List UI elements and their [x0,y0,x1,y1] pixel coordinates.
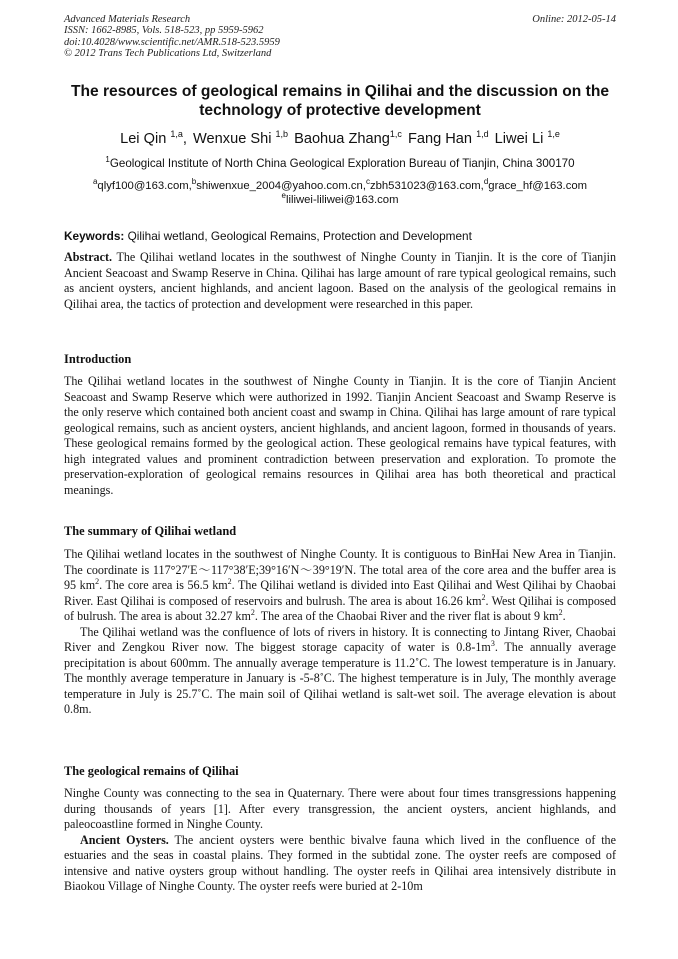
section-heading-introduction: Introduction [64,352,132,366]
author-emails [64,177,616,207]
remains-paragraph-1: Ninghe County was connecting to the sea in Quaternary. There were about four times transgressions happening during thousands of years [1]. After every transgression, the ancient oysters, ancient highlands, and paleocoastline formed in Ninghe County. [64,786,616,832]
introduction-body [64,374,616,498]
author-separator: , [182,131,187,147]
superscript: 2 [227,577,232,587]
issn-line: ISSN: 1662-8985, Vols. 518-523, pp 5959-5962 [64,25,264,37]
author-sup: 1,a [170,129,183,140]
abstract [64,250,616,312]
keywords-text: Qilihai wetland, Geological Remains, Protection and Development [127,229,472,243]
email-link[interactable]: liliwei-liliwei@163.com [285,193,399,206]
author-2 [193,131,288,147]
email-sup: c [365,177,370,187]
affiliation [64,157,616,171]
abstract-label: Abstract. [64,250,113,264]
section-heading-geological-remains: The geological remains of Qilihai [64,764,239,778]
abstract-text: The Qilihai wetland locates in the southwest of Ninghe County in Tianjin. It is the core of Tianjin Ancient Seacoast and Swamp Reserve in China. Qilihai has large amount of rare typical geological remains, such as ancient oysters, ancient highlands, and ancient lagoon. Based on the analysis of the geological remains in Qilihai area, the tactics of protection and development were researched in this paper. [64,250,616,311]
email-sup: e [281,190,286,200]
email-sup: a [92,177,98,187]
text-run: . The Qilihai wetland is divided into East Qilihai and West Qilihai by Chaobai River. East Qilihai is composed of reservoirs and bulrush. The area is about 16.26 km [64,578,616,608]
author-name: Liwei Li [494,131,544,147]
journal-name: Advanced Materials Research [64,14,191,25]
text-run: . The annually average precipitation is about 600mm. The annually average temperature is 11.2˚C. The lowest temperature is in January. The monthly average temperature in January is -5-8˚C. The highest temperature is in July, The monthly average temperature in July is 25.7˚C. The main soil of Qilihai wetland is salt-wet soil. The average elevation is about 0.8m. [64,640,617,717]
author-name: Lei Qin [120,131,167,147]
superscript: 2 [250,608,255,618]
author-name: Wenxue Shi [193,131,272,147]
remains-body [64,786,616,895]
text-run: . [562,609,566,624]
author-4 [408,131,489,147]
superscript: 3 [490,639,495,649]
superscript: 2 [95,577,100,587]
affiliation-sup: 1 [105,155,110,165]
email-link[interactable]: shiwenxue_2004@yahoo.com.cn, [196,180,366,192]
copyright-line: © 2012 Trans Tech Publications Ltd, Switzerland [64,47,272,59]
email-sup: d [483,177,489,187]
author-list [64,130,616,148]
author-sup: 1,b [275,129,289,140]
email-sup: b [191,177,197,187]
summary-body [64,547,616,718]
author-sup: 1,d [476,129,489,140]
author-3 [294,131,402,147]
ancient-oysters-label: Ancient Oysters. [80,832,169,847]
remains-paragraph-2 [64,833,616,895]
paper-title: The resources of geological remains in Qilihai and the discussion on the technology of protective development [70,83,610,119]
text-run: The Qilihai wetland was the confluence of lots of rivers in history. It is connecting to Jintang River, Chaobai River and Zengkou River now. The biggest storage capacity of water is 0.8-1m [64,624,616,655]
author-1 [120,131,187,147]
author-name: Baohua Zhang [294,131,390,147]
text-run: . The area of the Chaobai River and the river flat is about 9 km [254,609,559,624]
introduction-paragraph: The Qilihai wetland locates in the southwest of Ninghe County in Tianjin. It is the core of Tianjin Ancient Seacoast and Swamp Reserve which were authorized in 1992. Tianjin Ancient Seacoast and Swamp Reserve is the only reserve which contained both ancient coast and swamp in China. Qilihai has large amount of rare typical geological remains, such as ancient oysters, ancient highlands, and ancient lagoon, formed in thousands of years. These geological remains formed by the geological action. These geological remains have typical features, with high integrated values and prominent contradiction between preservation and exploration. To promote the preservation-exploration of geological remains resources in Qilihai area has both theoretical and practical meanings. [64,374,616,497]
email-link[interactable]: qlyf100@163.com, [97,180,192,192]
affiliation-text: Geological Institute of North China Geological Exploration Bureau of Tianjin, China 300170 [109,157,575,170]
author-sup: 1,c [389,129,402,140]
keywords-label: Keywords: [64,229,125,243]
author-name: Fang Han [407,131,473,147]
superscript: 2 [481,592,486,602]
text-run: . The core area is 56.5 km [99,578,228,593]
email-link[interactable]: zbh531023@163.com, [369,180,484,192]
summary-paragraph-2 [64,625,616,718]
doi-line: doi:10.4028/www.scientific.net/AMR.518-523.5959 [64,36,280,48]
journal-header [64,14,616,59]
online-date: Online: 2012-05-14 [532,14,616,25]
author-sup: 1,e [547,129,560,140]
ancient-oysters-text: The ancient oysters were benthic bivalve fauna which lived in the confluence of the estuaries and the seas in coastal plains. They formed in the subtidal zone. The oyster reefs are composed of intensive and native oysters group without handling. The oyster reefs in Qilihai area intensively distribute in Biaokou Village of Ninghe County. The oyster reefs were buried at 2-10m [64,832,616,894]
summary-paragraph-1 [64,547,616,625]
text-run: . West Qilihai is composed of bulrush. The area is about 32.27 km [64,593,616,624]
author-5 [495,131,560,147]
keywords [64,229,616,243]
section-heading-summary: The summary of Qilihai wetland [64,524,237,538]
email-link[interactable]: grace_hf@163.com [488,180,588,192]
text-run: The Qilihai wetland locates in the southwest of Ninghe County. It is contiguous to BinHai New Area in Tianjin. The coordinate is 117°27′E～117°38′E;39°16′N～39°19′N. The total area of the core area and the buffer area is 95 km [64,547,616,593]
superscript: 2 [558,608,563,618]
